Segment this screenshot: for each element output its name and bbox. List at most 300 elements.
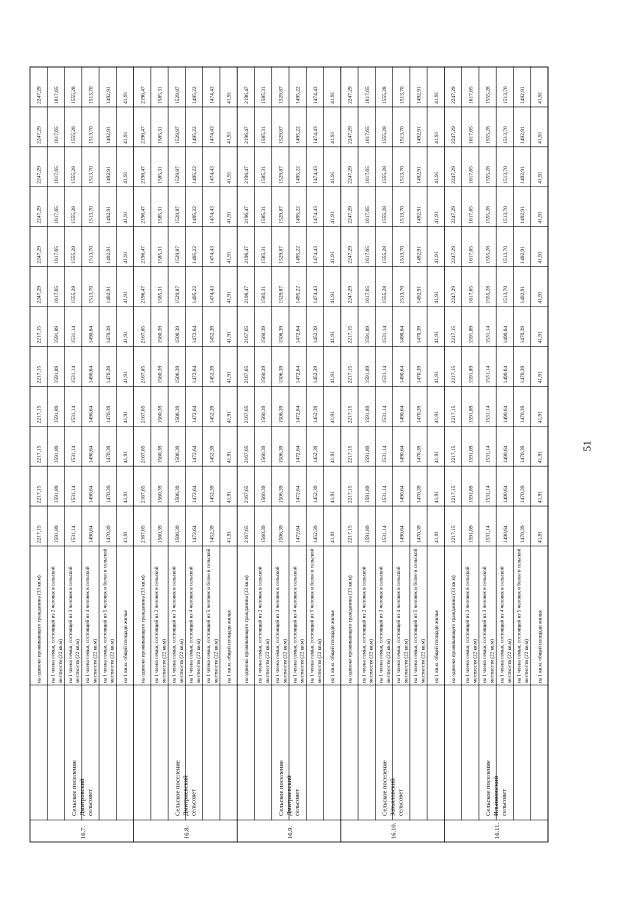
row-label: местности (22 кв.м) (196, 639, 203, 683)
price-cell: 1472,64 (295, 405, 302, 424)
price-cell: 2167,65 (140, 405, 147, 424)
row-label: местности (22 кв.м) (57, 639, 64, 683)
price-cell: 1492,91 (520, 246, 527, 264)
price-cell: 2196,47 (243, 206, 250, 224)
price-cell: 1529,87 (174, 285, 181, 304)
price-cell: 1555,28 (71, 86, 78, 104)
price-cell: 41,91 (330, 530, 337, 543)
price-cell: 1470,39 (520, 485, 527, 504)
price-cell: 1470,39 (416, 325, 423, 344)
price-cell: 41,91 (330, 91, 337, 104)
price-cell: 1513,70 (399, 126, 406, 144)
price-cell: 2247,29 (451, 86, 458, 104)
row-label: на 1 члена семьи, состоящей из 4 человек в сельской (85, 566, 92, 683)
price-cell: 1555,28 (485, 166, 492, 184)
price-cell: 1495,22 (295, 285, 302, 304)
price-cell: 1452,39 (209, 325, 216, 344)
price-cell: 2247,29 (347, 206, 354, 224)
row-label: на одиноко проживающего гражданина (33 кв.м) (140, 575, 147, 683)
row-label: местности (22 кв.м) (213, 639, 220, 683)
price-cell: 1474,43 (312, 206, 319, 224)
price-cell: 1531,14 (485, 525, 492, 543)
price-cell: 41,91 (537, 530, 544, 543)
price-cell: 1513,70 (502, 166, 509, 184)
price-cell: 1531,14 (485, 365, 492, 384)
price-cell: 41,91 (537, 131, 544, 144)
price-cell: 1470,39 (416, 445, 423, 464)
section-name: сельсовет (397, 789, 405, 816)
price-cell: 1492,91 (520, 166, 527, 184)
row-label: местности (22 кв.м) (316, 639, 323, 683)
price-cell: 1470,39 (520, 325, 527, 344)
price-cell: 1617,65 (468, 285, 475, 304)
price-cell: 41,91 (226, 171, 233, 184)
price-cell: 1495,22 (192, 126, 199, 144)
row-label: местности (22 кв.м) (299, 639, 306, 683)
price-cell: 1617,65 (468, 166, 475, 184)
price-cell: 1555,28 (485, 126, 492, 144)
price-cell: 41,91 (123, 451, 130, 464)
price-cell: 1560,39 (157, 325, 164, 344)
price-cell: 1531,14 (71, 485, 78, 504)
price-cell: 1506,39 (278, 525, 285, 543)
price-cell: 41,91 (330, 131, 337, 144)
price-cell: 41,91 (123, 371, 130, 384)
section-number: 16.9. (287, 826, 294, 839)
price-cell: 1490,64 (502, 445, 509, 464)
price-cell: 1490,64 (399, 525, 406, 543)
price-cell: 1495,22 (192, 285, 199, 304)
row-label: местности (22 кв.м) (472, 639, 479, 683)
price-cell: 2247,29 (36, 86, 43, 104)
price-cell: 2167,65 (243, 485, 250, 504)
price-cell: 2196,47 (243, 166, 250, 184)
row-label: на 1 члена семьи, состоящей из 3 человек в сельской (67, 566, 74, 683)
price-cell: 1492,91 (416, 126, 423, 144)
page-number: 51 (581, 440, 594, 452)
price-cell: 1495,22 (192, 86, 199, 104)
price-cell: 1470,39 (105, 325, 112, 344)
price-cell: 1531,14 (485, 325, 492, 344)
price-cell: 1495,22 (192, 246, 199, 264)
price-cell: 1591,89 (468, 485, 475, 504)
price-cell: 2217,15 (451, 325, 458, 344)
price-cell: 1506,39 (174, 405, 181, 424)
price-cell: 1472,64 (192, 325, 199, 344)
price-cell: 1531,14 (382, 525, 389, 543)
price-cell: 41,91 (330, 251, 337, 264)
price-cell: 1555,28 (71, 166, 78, 184)
price-cell: 1490,64 (502, 405, 509, 424)
price-cell: 1474,43 (312, 166, 319, 184)
price-cell: 1617,65 (364, 246, 371, 264)
price-cell: 1472,64 (192, 405, 199, 424)
price-cell: 1490,64 (502, 485, 509, 504)
price-cell: 1506,39 (278, 365, 285, 384)
price-cell: 1492,91 (416, 285, 423, 304)
price-cell: 1555,28 (382, 126, 389, 144)
price-cell: 41,91 (330, 331, 337, 344)
price-cell: 1513,70 (502, 86, 509, 104)
price-cell: 1531,14 (71, 325, 78, 344)
price-cell: 41,91 (330, 211, 337, 224)
price-cell: 1490,64 (399, 365, 406, 384)
price-cell: 1492,91 (105, 285, 112, 304)
price-cell: 1531,14 (382, 365, 389, 384)
price-cell: 1560,39 (261, 405, 268, 424)
price-cell: 1470,39 (520, 525, 527, 543)
price-cell: 41,91 (330, 490, 337, 504)
row-label: местности (22 кв.м) (420, 639, 427, 683)
price-cell: 1555,28 (71, 246, 78, 264)
row-label: на 1 члена семьи, состоящей из 2 человек в сельской (361, 566, 368, 683)
price-cell: 41,91 (123, 171, 130, 184)
price-cell: 1492,91 (416, 206, 423, 224)
price-cell: 41,91 (330, 291, 337, 304)
row-label: на 1 члена семьи, состоящей из 2 человек в сельской (257, 566, 264, 683)
price-cell: 2247,29 (451, 206, 458, 224)
section-name: сельсовет (501, 789, 509, 816)
row-label: местности (22 кв.м) (109, 639, 116, 683)
price-cell: 1585,31 (261, 206, 268, 224)
row-label: на 1 члена семьи, состоящей из 3 человек в сельской (378, 566, 385, 683)
price-cell: 1470,39 (416, 485, 423, 504)
price-cell: 41,91 (537, 91, 544, 104)
row-label: местности (22 кв.м) (75, 639, 82, 683)
price-cell: 2217,15 (347, 405, 354, 424)
price-cell: 41,91 (330, 371, 337, 384)
price-cell: 1452,39 (312, 445, 319, 464)
price-cell: 1591,89 (53, 485, 60, 504)
price-cell: 1529,87 (278, 206, 285, 224)
price-cell: 41,91 (537, 451, 544, 464)
price-cell: 1585,31 (261, 166, 268, 184)
section-name: сельсовет (86, 789, 94, 816)
price-cell: 1506,39 (174, 485, 181, 504)
price-cell: 2247,29 (451, 285, 458, 304)
price-cell: 41,91 (537, 251, 544, 264)
price-cell: 1492,91 (105, 206, 112, 224)
price-cell: 1531,14 (71, 405, 78, 424)
row-label: местности (22 кв.м) (403, 639, 410, 683)
price-cell: 2217,15 (347, 485, 354, 504)
row-label: на одиноко проживающего гражданина (33 кв.м) (347, 575, 354, 683)
row-label: на одиноко проживающего гражданина (33 кв.м) (451, 575, 458, 683)
price-cell: 41,91 (433, 331, 440, 344)
price-cell: 1474,43 (209, 206, 216, 224)
price-cell: 1591,89 (364, 445, 371, 464)
price-cell: 1495,22 (295, 126, 302, 144)
price-cell: 1452,39 (209, 405, 216, 424)
price-cell: 41,91 (226, 530, 233, 543)
price-cell: 1585,31 (261, 86, 268, 104)
price-cell: 41,91 (123, 91, 130, 104)
price-cell: 2247,29 (347, 285, 354, 304)
row-label: местности (22 кв.м) (265, 639, 272, 683)
price-cell: 1555,28 (485, 86, 492, 104)
price-cell: 1617,65 (468, 206, 475, 224)
price-cell: 1506,39 (278, 445, 285, 464)
price-cell: 41,91 (123, 251, 130, 264)
row-label: на 1 члена семьи, состоящей из 3 человек в сельской (171, 566, 178, 683)
price-cell: 2167,65 (243, 525, 250, 543)
price-cell: 2247,29 (36, 166, 43, 184)
price-cell: 1490,64 (88, 485, 95, 504)
price-cell: 1555,28 (382, 206, 389, 224)
price-cell: 1492,91 (520, 86, 527, 104)
price-cell: 1490,64 (399, 445, 406, 464)
price-cell: 1474,43 (312, 126, 319, 144)
price-cell: 1617,65 (364, 126, 371, 144)
price-cell: 1531,14 (382, 325, 389, 344)
price-cell: 1452,39 (209, 485, 216, 504)
price-cell: 41,91 (433, 211, 440, 224)
price-cell: 2196,47 (140, 206, 147, 224)
price-cell: 1585,31 (261, 285, 268, 304)
price-cell: 1472,64 (295, 525, 302, 543)
price-cell: 1470,39 (520, 405, 527, 424)
price-cell: 1513,70 (399, 285, 406, 304)
price-cell: 1531,14 (71, 445, 78, 464)
section-number: 16.7. (79, 826, 87, 839)
price-cell: 1617,65 (468, 246, 475, 264)
price-cell: 1470,39 (105, 365, 112, 384)
price-cell: 1531,14 (71, 525, 78, 543)
price-cell: 1490,64 (399, 405, 406, 424)
price-cell: 41,91 (226, 411, 233, 424)
price-cell: 1591,89 (364, 365, 371, 384)
price-cell: 1490,64 (88, 525, 95, 543)
price-cell: 2167,65 (243, 405, 250, 424)
price-cell: 2217,15 (347, 325, 354, 344)
row-label: на 1 члена семьи, состоящей из 2 человек в сельской (154, 566, 161, 683)
price-cell: 1591,89 (468, 325, 475, 344)
row-label: на 1 члена семьи, состоящей из 5 человек и более в сельской (102, 548, 109, 683)
price-cell: 41,91 (226, 451, 233, 464)
row-label: на 1 кв.м. общей площади жилья (226, 610, 233, 683)
row-label: местности (22 кв.м) (92, 639, 99, 683)
price-cell: 41,91 (433, 171, 440, 184)
price-cell: 1513,70 (502, 246, 509, 264)
price-cell: 1492,91 (416, 86, 423, 104)
price-cell: 41,91 (226, 251, 233, 264)
price-cell: 1531,14 (485, 485, 492, 504)
price-cell: 1585,31 (157, 206, 164, 224)
price-cell: 41,91 (537, 291, 544, 304)
price-cell: 2167,65 (140, 525, 147, 543)
price-cell: 2167,65 (243, 445, 250, 464)
section-name: сельсовет (190, 789, 198, 816)
price-cell: 1492,91 (416, 246, 423, 264)
price-cell: 1585,31 (157, 126, 164, 144)
price-cell: 1506,39 (174, 365, 181, 384)
price-cell: 1529,87 (174, 246, 181, 264)
row-label: на 1 кв.м. общей площади жилья (537, 610, 544, 683)
price-cell: 2247,29 (36, 246, 43, 264)
price-cell: 1560,39 (157, 365, 164, 384)
section-name: Сельское поселение (278, 760, 285, 816)
price-cell: 41,91 (537, 490, 544, 504)
price-cell: 1560,39 (157, 405, 164, 424)
price-cell: 1513,70 (88, 285, 95, 304)
price-cell: 2247,29 (36, 126, 43, 144)
price-cell: 41,91 (123, 211, 130, 224)
price-cell: 1490,64 (502, 365, 509, 384)
section-name: Ильинковский (493, 776, 501, 816)
row-label: на 1 члена семьи, состоящей из 5 человек и более в сельской (205, 548, 212, 683)
price-cell: 41,91 (226, 211, 233, 224)
price-cell: 1506,39 (174, 525, 181, 543)
row-label: на 1 члена семьи, состоящей из 4 человек в сельской (395, 566, 402, 683)
price-cell: 1470,39 (105, 445, 112, 464)
price-cell: 1529,87 (278, 166, 285, 184)
price-cell: 1492,91 (105, 246, 112, 264)
price-cell: 41,91 (226, 371, 233, 384)
price-cell: 1506,39 (174, 325, 181, 344)
price-cell: 1513,70 (399, 246, 406, 264)
price-cell: 2217,15 (36, 525, 43, 543)
price-cell: 2196,47 (243, 86, 250, 104)
price-cell: 1495,22 (192, 206, 199, 224)
price-cell: 1560,39 (157, 525, 164, 543)
price-cell: 2167,65 (140, 445, 147, 464)
price-cell: 2167,65 (140, 485, 147, 504)
price-cell: 1452,39 (312, 405, 319, 424)
price-cell: 2217,15 (347, 525, 354, 543)
price-cell: 1492,91 (520, 285, 527, 304)
price-cell: 2247,29 (347, 126, 354, 144)
price-cell: 1585,31 (157, 246, 164, 264)
price-cell: 1560,39 (261, 365, 268, 384)
price-cell: 2217,15 (451, 405, 458, 424)
price-cell: 2196,47 (243, 285, 250, 304)
price-cell: 1560,39 (157, 445, 164, 464)
section-name: сельсовет (294, 789, 301, 816)
price-cell: 1472,64 (295, 325, 302, 344)
price-cell: 1474,43 (312, 86, 319, 104)
price-cell: 1591,89 (53, 525, 60, 543)
price-cell: 41,91 (123, 331, 130, 344)
section-name: Завьяловский (389, 778, 397, 816)
row-label: на одиноко проживающего гражданина (33 кв.м) (243, 575, 250, 683)
section-number: 16.10. (390, 822, 398, 839)
price-cell: 1591,89 (364, 485, 371, 504)
price-cell: 1555,28 (485, 246, 492, 264)
price-cell: 2167,65 (243, 325, 250, 344)
price-cell: 1506,39 (278, 485, 285, 504)
price-cell: 1591,89 (468, 525, 475, 543)
price-cell: 1560,39 (261, 445, 268, 464)
price-cell: 1591,89 (53, 325, 60, 344)
price-cell: 1452,39 (209, 525, 216, 543)
price-cell: 1452,39 (312, 325, 319, 344)
price-cell: 1529,87 (174, 206, 181, 224)
price-cell: 41,91 (433, 91, 440, 104)
price-cell: 1529,87 (174, 126, 181, 144)
price-cell: 1617,65 (364, 86, 371, 104)
price-cell: 41,91 (433, 131, 440, 144)
price-cell: 1529,87 (174, 86, 181, 104)
price-cell: 1513,70 (88, 206, 95, 224)
price-cell: 1470,39 (105, 405, 112, 424)
price-cell: 1617,65 (53, 246, 60, 264)
price-cell: 1474,43 (209, 126, 216, 144)
price-cell: 1513,70 (502, 285, 509, 304)
section-name: Сельское поселение (485, 760, 493, 816)
price-cell: 1492,91 (105, 166, 112, 184)
price-cell: 1495,22 (295, 206, 302, 224)
price-cell: 1490,64 (88, 445, 95, 464)
price-cell: 1591,89 (53, 405, 60, 424)
row-label: на 1 члена семьи, состоящей из 2 человек в сельской (464, 566, 471, 683)
price-cell: 1531,14 (382, 405, 389, 424)
price-cell: 1513,70 (88, 126, 95, 144)
price-cell: 2217,15 (451, 365, 458, 384)
price-cell: 1513,70 (399, 206, 406, 224)
price-cell: 2247,29 (347, 246, 354, 264)
section-name: Сельское поселение (174, 760, 182, 816)
price-cell: 41,91 (226, 91, 233, 104)
price-cell: 1591,89 (364, 405, 371, 424)
row-label: местности (22 кв.м) (161, 639, 168, 683)
row-label: на 1 члена семьи, состоящей из 5 человек и более в сельской (413, 548, 420, 683)
price-cell: 1452,39 (312, 525, 319, 543)
price-cell: 41,91 (537, 371, 544, 384)
price-cell: 1591,89 (364, 525, 371, 543)
price-cell: 41,91 (226, 131, 233, 144)
price-cell: 1617,65 (53, 285, 60, 304)
price-cell: 2167,65 (243, 365, 250, 384)
price-cell: 41,91 (123, 530, 130, 543)
price-cell: 1529,87 (278, 126, 285, 144)
price-cell: 1474,43 (312, 285, 319, 304)
price-cell: 1490,64 (399, 485, 406, 504)
price-cell: 2247,29 (451, 126, 458, 144)
price-cell: 1585,31 (157, 166, 164, 184)
row-label: на 1 члена семьи, состоящей из 5 человек и более в сельской (516, 548, 523, 683)
row-label: на 1 члена семьи, состоящей из 2 человек в сельской (50, 566, 57, 683)
price-cell: 1492,91 (105, 86, 112, 104)
price-cell: 1555,28 (382, 246, 389, 264)
price-cell: 1560,39 (261, 485, 268, 504)
price-cell: 1591,89 (468, 405, 475, 424)
price-cell: 2217,15 (451, 445, 458, 464)
price-cell: 1591,89 (364, 325, 371, 344)
price-cell: 1555,28 (71, 285, 78, 304)
price-cell: 1470,39 (105, 525, 112, 543)
price-cell: 41,91 (123, 291, 130, 304)
price-cell: 2217,15 (36, 325, 43, 344)
price-cell: 41,91 (537, 411, 544, 424)
price-cell: 41,91 (433, 291, 440, 304)
price-cell: 41,91 (123, 490, 130, 504)
price-cell: 1513,70 (88, 166, 95, 184)
row-label: на 1 члена семьи, состоящей из 3 человек в сельской (274, 566, 281, 683)
price-cell: 1472,64 (192, 445, 199, 464)
price-cell: 1452,39 (312, 365, 319, 384)
price-cell: 41,91 (433, 411, 440, 424)
price-cell: 41,91 (537, 171, 544, 184)
price-cell: 2247,29 (451, 166, 458, 184)
price-cell: 1513,70 (502, 126, 509, 144)
price-cell: 1617,65 (53, 126, 60, 144)
price-cell: 41,91 (330, 171, 337, 184)
price-cell: 2196,47 (140, 86, 147, 104)
price-cell: 2196,47 (140, 285, 147, 304)
price-cell: 2247,29 (451, 246, 458, 264)
price-cell: 1560,39 (261, 325, 268, 344)
price-cell: 1531,14 (485, 405, 492, 424)
